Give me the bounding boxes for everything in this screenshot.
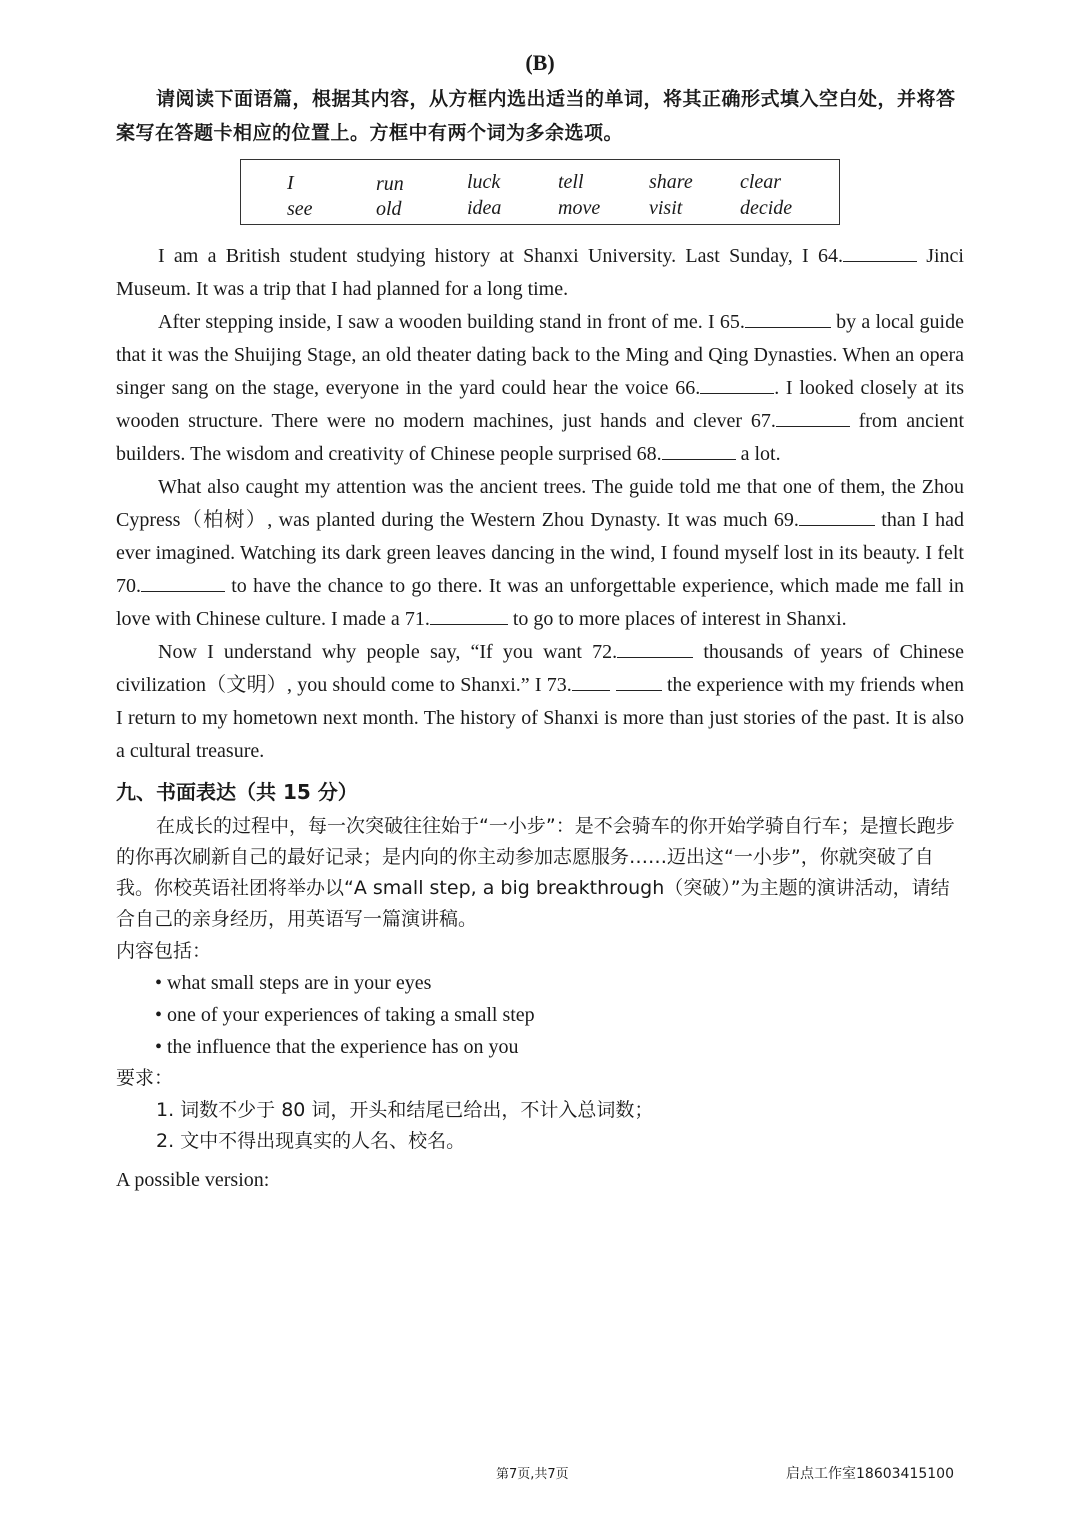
passage-paragraph-1: I am a British student studying history at Shanxi University. Last Sunday, I 64. Jinci Museum. It was a trip that I had planned for a long time. <box>116 245 964 300</box>
answer-blank-66[interactable] <box>700 375 774 394</box>
page-number: 第7页,共7页 <box>496 1467 569 1482</box>
blank-number-65: 65. <box>719 311 745 333</box>
word-option: see <box>287 198 313 220</box>
answer-blank-69[interactable] <box>799 507 875 526</box>
word-option: decide <box>740 197 793 219</box>
passage-paragraph-2: After stepping inside, I saw a wooden building stand in front of me. I 65. by a local guide that it was the Shuijing Stage, an old theater dating back to the Ming and Qing Dynasties. When an opera singer sang on the stage, everyone in the yard could hear the voice 66. . I looked closely at its wooden structure. There were no modern machines, just hands and clever 67. from ancient builders. The wisdom and creativity of Chinese people surprised 68. a lot. <box>116 311 964 465</box>
blank-number-69: 69. <box>773 509 799 531</box>
requirement-item: 2. 文中不得出现真实的人名、校名。 <box>156 1130 466 1152</box>
possible-version-label: A possible version: <box>116 1169 270 1191</box>
blank-number-71: 71. <box>404 608 430 630</box>
word-option: I <box>287 172 294 194</box>
answer-blank-68[interactable] <box>662 441 736 460</box>
answer-blank-64[interactable] <box>843 243 917 262</box>
passage-paragraph-3: What also caught my attention was the ancient trees. The guide told me that one of them, the Zhou Cypress（柏树）, was planted during the Western Zhou Dynasty. It was much 69. than I had ever imagined. Watching its dark green leaves dancing in the wind, I found myself lost in its beauty. I felt 70. to have the chance to go there. It was an unforgettable experience, which made me fall in love with Chinese culture. I made a 71. to go to more places of interest in Shanxi. <box>116 476 964 630</box>
requirements-label: 要求： <box>116 1067 174 1089</box>
blank-number-72: 72. <box>592 641 618 663</box>
instructions: 请阅读下面语篇，根据其内容，从方框内选出适当的单词，将其正确形式填入空白处，并将答案写在答题卡相应的位置上。方框中有两个词为多余选项。 <box>116 88 956 144</box>
passage-paragraph-4: Now I understand why people say, “If you want 72. thousands of years of Chinese civilization（文明）, you should come to Shanxi.” I 73. the experience with my friends when I return to my hometown next month. The history of Shanxi is more than just stories of the past. It is also a cultural treasure. <box>116 641 965 762</box>
word-option: run <box>376 173 404 195</box>
blank-number-66: 66. <box>675 377 701 399</box>
answer-blank-71[interactable] <box>430 606 508 625</box>
content-bullet: • the influence that the experience has on you <box>155 1036 519 1058</box>
blank-number-68: 68. <box>636 443 662 465</box>
answer-blank-73b[interactable] <box>616 672 662 691</box>
word-option: tell <box>558 171 584 193</box>
answer-blank-73a[interactable] <box>572 672 610 691</box>
content-bullet: • one of your experiences of taking a small step <box>155 1004 535 1026</box>
section-label: (B) <box>525 50 555 75</box>
answer-blank-72[interactable] <box>617 639 693 658</box>
blank-number-67: 67. <box>750 410 776 432</box>
blank-number-73: 73. <box>546 674 572 696</box>
word-option: old <box>376 198 402 220</box>
word-option: share <box>649 171 693 193</box>
word-box <box>240 159 840 225</box>
word-option: clear <box>740 171 782 193</box>
writing-prompt: 在成长的过程中，每一次突破往往始于“一小步”：是不会骑车的你开始学骑自行车；是擅长跑步的你再次刷新自己的最好记录；是内向的你主动参加志愿服务……迈出这“一小步”，你就突破了自我。你校英语社团将举办以“A small step, a big breakthrough（突破）”为主题的演讲活动，请结合自己的亲身经历，用英语写一篇演讲稿。 <box>116 815 955 930</box>
answer-blank-65[interactable] <box>745 309 831 328</box>
requirement-item: 1. 词数不少于 80 词，开头和结尾已给出，不计入总词数； <box>156 1099 654 1121</box>
word-option: move <box>558 197 601 219</box>
word-option: idea <box>467 197 502 219</box>
answer-blank-70[interactable] <box>141 573 225 592</box>
answer-blank-67[interactable] <box>776 408 850 427</box>
word-option: visit <box>649 197 683 219</box>
blank-number-70: 70. <box>116 575 141 597</box>
content-label: 内容包括： <box>116 940 212 962</box>
content-bullet: • what small steps are in your eyes <box>155 972 432 994</box>
word-option: luck <box>467 171 501 193</box>
writing-section-heading: 九、书面表达（共 15 分） <box>116 780 358 804</box>
blank-number-64: 64. <box>817 245 843 267</box>
studio-credit: 启点工作室18603415100 <box>786 1466 954 1482</box>
